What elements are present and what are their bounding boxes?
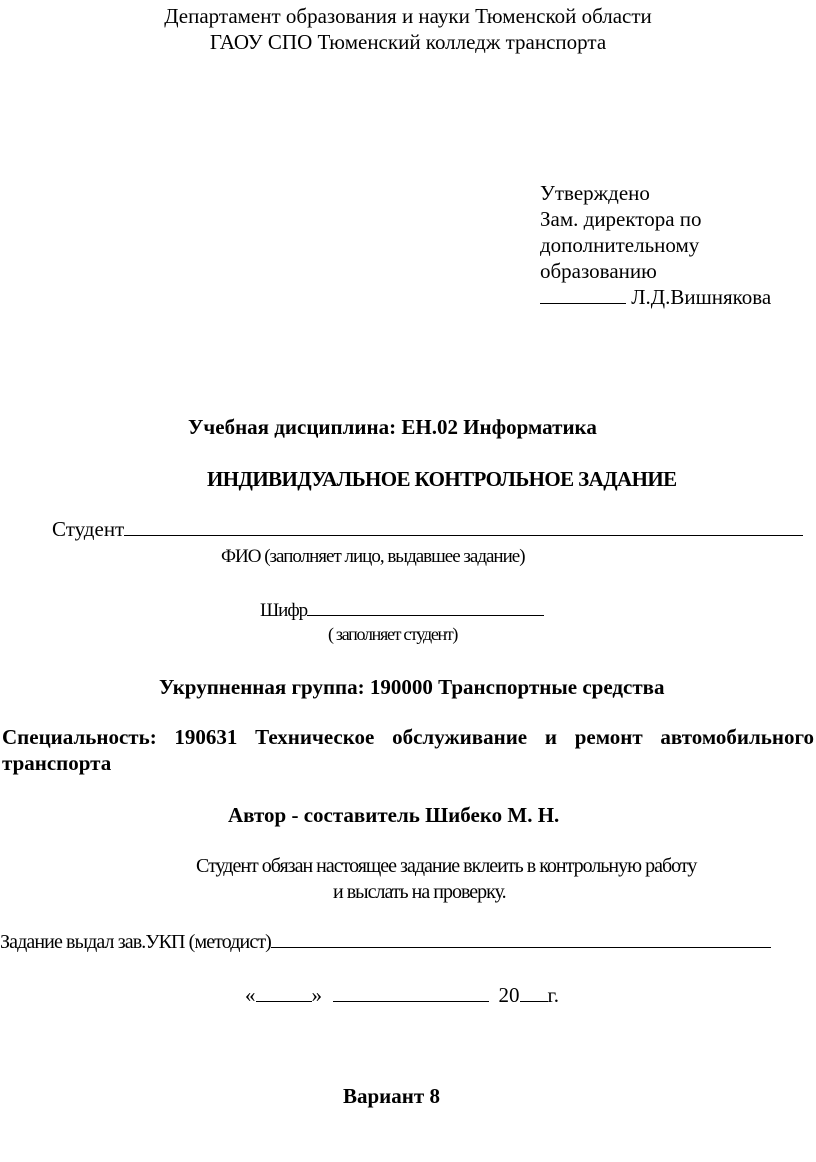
student-name-field[interactable]	[124, 517, 803, 536]
cipher-hint: ( заполняет студент)	[328, 624, 458, 644]
approval-position-3: образованию	[540, 259, 657, 283]
date-day-field[interactable]	[256, 983, 312, 1002]
approval-block	[540, 180, 771, 310]
instruction-line-1: Студент обязан настоящее задание вклеить в контрольную работу	[196, 855, 697, 877]
author-line: Автор - составитель Шибеко М. Н.	[228, 803, 560, 827]
group-title: Укрупненная группа: 190000 Транспортные средства	[159, 675, 665, 699]
specialty-title: Специальность: 190631 Техническое обслуживание и ремонт автомобильного транспорта	[2, 725, 814, 775]
issued-by-row	[0, 929, 771, 955]
approval-signature	[540, 284, 771, 310]
header-college: ГАОУ СПО Тюменский колледж транспорта	[209, 30, 607, 54]
header-department: Департамент образования и науки Тюменской области	[164, 4, 652, 28]
approval-position: Зам. директора по	[540, 207, 702, 231]
student-row	[52, 516, 803, 542]
date-month-field[interactable]	[333, 983, 489, 1002]
document-title: ИНДИВИДУАЛЬНОЕ КОНТРОЛЬНОЕ ЗАДАНИЕ	[207, 467, 677, 491]
issued-by-label: Задание выдал зав.УКП (методист)	[0, 931, 271, 953]
signature-line[interactable]	[540, 285, 626, 304]
variant-label: Вариант 8	[343, 1084, 440, 1108]
cipher-field[interactable]	[307, 597, 544, 616]
issued-by-field[interactable]	[271, 929, 771, 948]
approval-position-2: дополнительному	[540, 233, 700, 257]
discipline-title: Учебная дисциплина: ЕН.02 Информатика	[188, 415, 597, 439]
cipher-label: Шифр	[260, 600, 308, 621]
date-open-quote: «	[245, 983, 256, 1007]
date-close-quote: »	[311, 983, 322, 1007]
date-year-field[interactable]	[520, 983, 548, 1002]
cipher-row	[260, 597, 544, 623]
date-row	[245, 982, 559, 1008]
student-hint: ФИО (заполняет лицо, выдавшее задание)	[221, 546, 525, 567]
instruction-line-2: и выслать на проверку.	[333, 881, 506, 903]
date-year-suffix: г.	[547, 983, 559, 1007]
date-year-prefix: 20	[498, 983, 520, 1007]
approval-signer-name: Л.Д.Вишнякова	[631, 285, 772, 309]
student-label: Студент	[52, 517, 125, 541]
approval-approved: Утверждено	[540, 181, 650, 205]
